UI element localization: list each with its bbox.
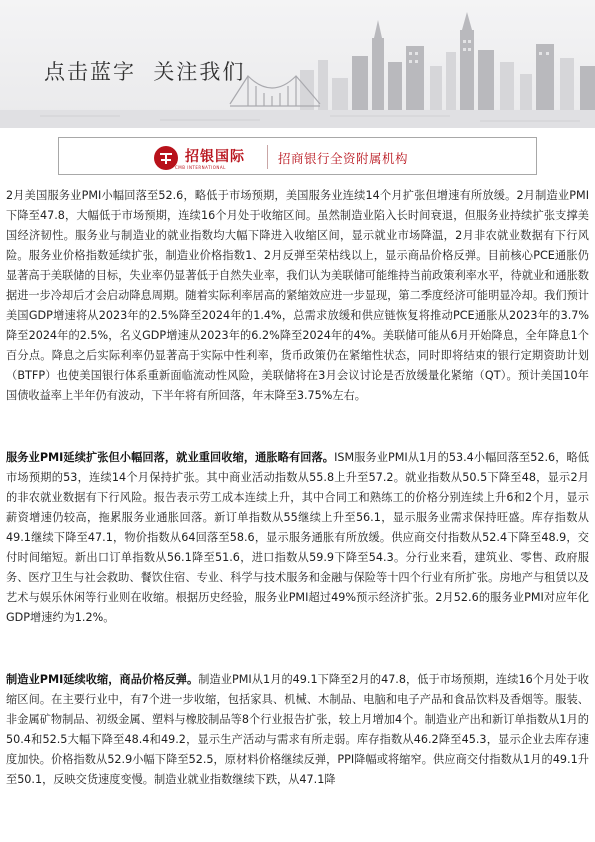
paragraph-lead: 服务业PMI延续扩张但小幅回落，就业重回收缩，通胀略有回落。 (6, 451, 335, 464)
banner-title: 点击蓝字 关注我们 (44, 60, 246, 84)
paragraph-text: ISM服务业PMI从1月的53.4小幅回落至52.6，略低市场预期的53，连续14个月保持扩张。其中商业活动指数从55.8上升至57.2。就业指数从50.5下降至48，显示2月的非农就业数据有下行风险。报告表示劳工成本连续上升，其中合同工和熟练工的价格分别连续上升6和2个月，显示薪资增速仍较高，拖累服务业通胀回落。新订单指数从55继续上升至56.1，显示服务业需求保持旺盛。库存指数从49.1继续下降至47.1，物价指数从64回落至58.6，显示服务通胀有所放缓。供应商交付指数从52.4下降至48.9，交付时间缩短。新出口订单指数从56.1降至51.6，进口指数从59.9下降至54.3。分行业来看，建筑业、零售、政府服务、医疗卫生与社会救助、餐饮住宿、专业、科学与技术服务和金融与保险等十四个行业有所扩张。房地产与租赁以及艺术与娱乐休闲等行业则在收缩。根据历史经验，服务业PMI超过49%预示经济扩张。2月52.6的服务业PMI对应年化GDP增速约为1.2%。 (6, 451, 589, 624)
paragraph-services-pmi (6, 448, 589, 628)
paragraph-overview (6, 186, 589, 406)
paragraph-lead: 制造业PMI延续收缩，商品价格反弹。 (6, 673, 199, 686)
paragraph-text: 2月美国服务业PMI小幅回落至52.6，略低于市场预期，美国服务业连续14个月扩张但增速有所放缓。2月制造业PMI下降至47.8，大幅低于市场预期，连续16个月处于收缩区间。虽然制造业陷入长时间衰退，但服务业持续扩张支撑美国经济韧性。服务业与制造业的就业指数均大幅下降进入收缩区间，显示就业市场降温，2月非农就业数据有下行风险。服务业价格指数延续扩张，制造业价格指数1、2月反弹至荣枯线以上，显示商品价格反弹。目前核心PCE通胀仍显著高于美联储的目标，失业率仍显著低于自然失业率，我们认为美联储可能维持当前政策利率水平，待就业和通胀数据进一步冷却后才会启动降息周期。随着实际利率居高的紧缩效应进一步显现，第二季度经济可能明显冷却。我们预计美国GDP增速将从2023年的2.5%降至2024年的1.4%，总需求放缓和供应链恢复将推动PCE通胀从2023年的3.7%降至2024年的2.5%，名义GDP增速从2023年的6.2%降至2024年的4%。美联储可能从6月开始降息，全年降息1个百分点。降息之后实际利率仍显著高于实际中性利率，货币政策仍在紧缩性状态，同时即将结束的银行定期资助计划（BTFP）也使美国银行体系重新面临流动性风险，美联储将在3月会议讨论是否放缓量化紧缩（QT）。预计美国10年国债收益率上半年仍有波动，下半年将有所回落，年末降至3.75%左右。 (6, 189, 589, 402)
paragraph-manufacturing-pmi (6, 670, 589, 790)
header-banner (0, 0, 595, 128)
brand-header (58, 137, 537, 175)
article-body (6, 186, 589, 790)
brand-name: 招银国际 (185, 149, 245, 165)
brand-subtitle: CMB INTERNATIONAL (175, 165, 226, 170)
brand-divider (267, 145, 268, 169)
brand-tagline: 招商银行全资附属机构 (278, 151, 409, 166)
paragraph-spacer (6, 628, 589, 670)
paragraph-spacer (6, 406, 589, 448)
paragraph-text: 制造业PMI从1月的49.1下降至2月的47.8，低于市场预期，连续16个月处于收缩区间。在主要行业中，有7个进一步收缩，包括家具、机械、木制品、电脑和电子产品和食品饮料及香烟等。服装、非金属矿物制品、初级金属、塑料与橡胶制品等8个行业报告扩张，较上月增加4个。制造业产出和新订单指数从1月的50.4和52.5大幅下降至48.4和49.2，显示生产活动与需求有所走弱。库存指数从46.2降至45.3，显示企业去库存速度加快。价格指数从52.9小幅下降至52.5，原材料价格继续反弹，PPI降幅或将缩窄。供应商交付指数从1月的49.1升至50.1，反映交货速度变慢。制造业就业指数继续下跌，从47.1降 (6, 673, 589, 786)
